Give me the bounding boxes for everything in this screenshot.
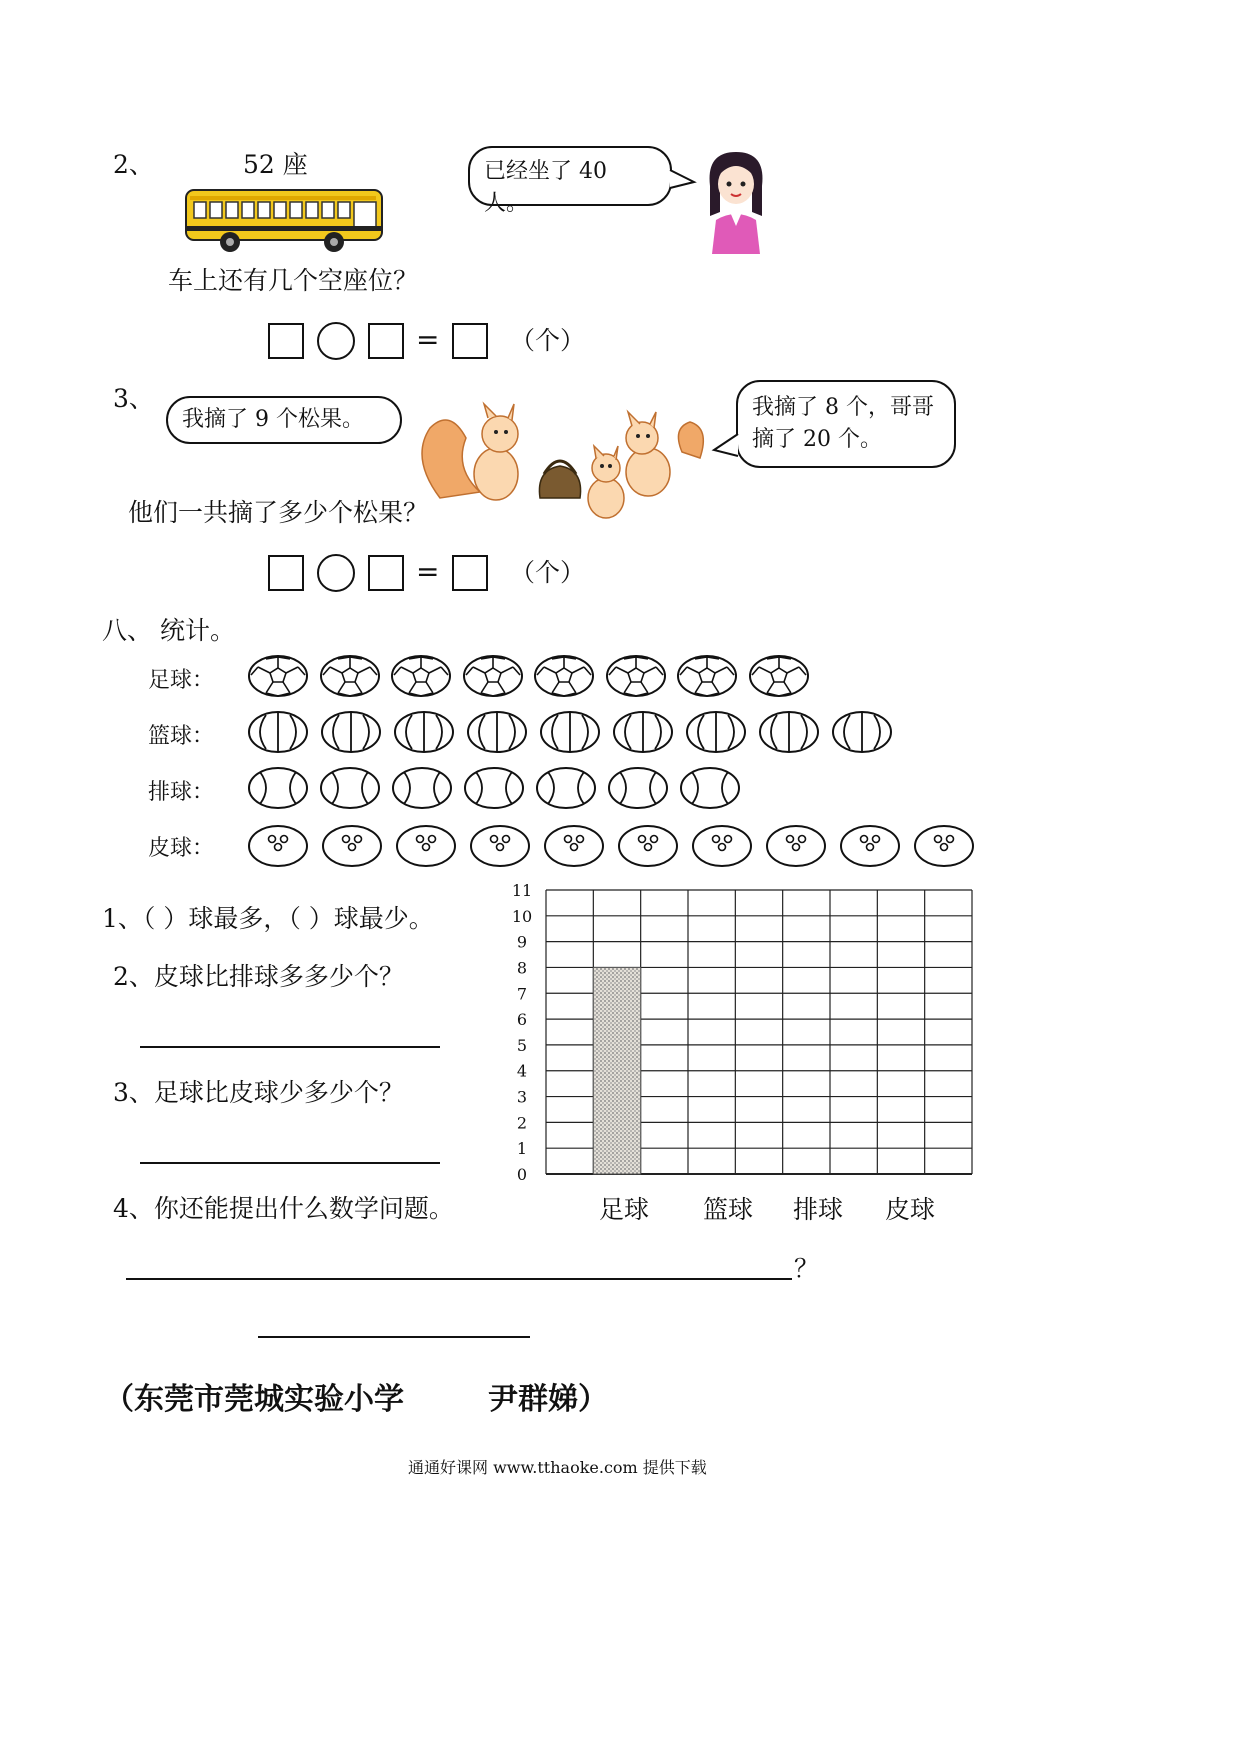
author-name: 尹群娣） — [488, 1382, 608, 1417]
x-category-label: 足球 — [598, 1195, 650, 1224]
y-tick-label: 3 — [516, 1087, 528, 1107]
rubber-ball-icon — [838, 823, 902, 869]
soccer-ball-icon — [675, 653, 739, 699]
girl-illustration — [700, 146, 772, 254]
y-tick-label: 0 — [516, 1165, 528, 1184]
bubble-tail-icon — [668, 168, 698, 192]
volleyball-icon — [678, 765, 742, 811]
y-tick-label: 11 — [511, 881, 533, 900]
answer-line[interactable] — [140, 1162, 440, 1164]
bubble-text-line2: 摘了 20 个。 — [752, 427, 882, 452]
speech-bubble-right — [736, 380, 956, 468]
footer-text: 通通好课网 www.tthaoke.com 提供下载 — [408, 1458, 707, 1477]
soccer-ball-icon — [389, 653, 453, 699]
speech-bubble-left — [166, 396, 402, 444]
answer-box[interactable] — [268, 555, 304, 591]
question-2: 2、皮球比排球多多少个？ — [113, 962, 404, 991]
school-name: （东莞市莞城实验小学 — [104, 1382, 404, 1417]
problem-3-number: 3、 — [113, 384, 154, 413]
y-tick-label: 9 — [516, 932, 528, 952]
basketball-icon — [684, 709, 748, 755]
x-category-label: 皮球 — [884, 1195, 936, 1224]
rubber-ball-icon — [320, 823, 384, 869]
problem-2-question: 车上还有几个空座位？ — [168, 266, 419, 295]
soccer-ball-icon — [246, 653, 310, 699]
volleyball-icon — [318, 765, 382, 811]
squirrels-illustration — [410, 398, 710, 528]
rubber-ball-icon — [394, 823, 458, 869]
bus-seat-label: 52 座 — [243, 150, 308, 179]
answer-box[interactable] — [452, 555, 488, 591]
answer-box[interactable] — [368, 555, 404, 591]
unit-label: （个） — [510, 558, 586, 587]
volleyball-icon — [534, 765, 598, 811]
y-tick-label: 1 — [516, 1139, 528, 1159]
operator-circle[interactable] — [317, 322, 355, 360]
rubber-ball-icon — [542, 823, 606, 869]
bar-0 — [593, 967, 640, 1174]
soccer-ball-icon — [318, 653, 382, 699]
section-8-heading: 八、 统计。 — [102, 616, 235, 645]
volleyball-icon — [246, 765, 310, 811]
basketball-icon — [611, 709, 675, 755]
y-tick-label: 4 — [516, 1061, 528, 1081]
rubber-ball-icon — [246, 823, 310, 869]
bar-chart — [500, 876, 980, 1236]
bubble-text: 我摘了 9 个松果。 — [182, 407, 364, 432]
y-tick-label: 10 — [511, 906, 533, 926]
row-label-basketball: 篮球： — [148, 724, 215, 749]
question-1: 1、（ ）球最多，（ ）球最少。 — [102, 904, 434, 933]
answer-box[interactable] — [268, 323, 304, 359]
rubber-ball-icon — [764, 823, 828, 869]
row-label-volleyball: 排球： — [148, 780, 215, 805]
x-category-label: 排球 — [792, 1195, 844, 1224]
y-tick-label: 5 — [516, 1035, 528, 1055]
basketball-icon — [246, 709, 310, 755]
answer-box[interactable] — [368, 323, 404, 359]
y-tick-label: 7 — [516, 984, 528, 1004]
bus-illustration — [184, 186, 386, 254]
operator-circle[interactable] — [317, 554, 355, 592]
problem-2-number: 2、 — [113, 150, 154, 179]
question-4: 4、你还能提出什么数学问题。 — [113, 1194, 454, 1223]
row-label-soccer: 足球： — [148, 668, 215, 693]
row-label-rubber-ball: 皮球： — [148, 836, 215, 861]
y-tick-label: 2 — [516, 1113, 528, 1133]
rubber-ball-icon — [468, 823, 532, 869]
soccer-ball-icon — [604, 653, 668, 699]
volleyball-icon — [390, 765, 454, 811]
bubble-text: 已经坐了 40 人。 — [484, 159, 607, 216]
x-category-label: 篮球 — [702, 1195, 754, 1224]
equals-sign: = — [416, 555, 440, 588]
basketball-icon — [319, 709, 383, 755]
answer-line[interactable] — [126, 1278, 792, 1280]
basketball-icon — [392, 709, 456, 755]
basketball-icon — [465, 709, 529, 755]
y-tick-label: 8 — [516, 958, 528, 978]
answer-box[interactable] — [452, 323, 488, 359]
equals-sign: = — [416, 323, 440, 356]
answer-line[interactable] — [140, 1046, 440, 1048]
basketball-icon — [830, 709, 894, 755]
rubber-ball-icon — [912, 823, 976, 869]
rubber-ball-icon — [690, 823, 754, 869]
unit-label: （个） — [510, 326, 586, 355]
speech-bubble-girl — [468, 146, 672, 216]
soccer-ball-icon — [461, 653, 525, 699]
question-3: 3、足球比皮球少多少个？ — [113, 1078, 404, 1107]
soccer-ball-icon — [747, 653, 811, 699]
bubble-text-line1: 我摘了 8 个，哥哥 — [752, 395, 934, 420]
volleyball-icon — [462, 765, 526, 811]
y-tick-label: 6 — [516, 1010, 528, 1030]
basketball-icon — [538, 709, 602, 755]
bubble-tail-icon — [710, 430, 740, 460]
answer-line[interactable] — [258, 1336, 530, 1338]
soccer-ball-icon — [532, 653, 596, 699]
volleyball-icon — [606, 765, 670, 811]
rubber-ball-icon — [616, 823, 680, 869]
basketball-icon — [757, 709, 821, 755]
problem-3-question: 他们一共摘了多少个松果？ — [128, 498, 429, 527]
question-mark: ？ — [794, 1254, 820, 1283]
